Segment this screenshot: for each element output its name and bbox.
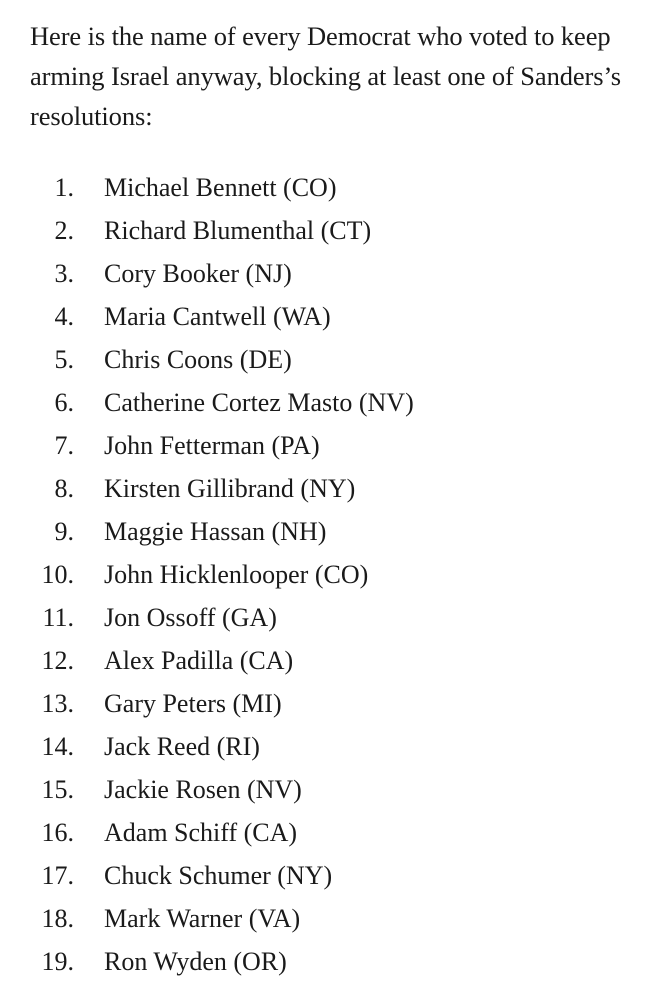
list-item bbox=[30, 510, 622, 553]
list-item bbox=[30, 725, 622, 768]
list-item bbox=[30, 467, 622, 510]
list-item-number: 8. bbox=[54, 474, 74, 503]
list-item-number: 12. bbox=[41, 646, 74, 675]
list-item-number: 19. bbox=[41, 947, 74, 976]
list-item-name: Mark Warner (VA) bbox=[104, 904, 301, 933]
list-item-number: 13. bbox=[41, 689, 74, 718]
list-item bbox=[30, 338, 622, 381]
list-item-name: Jon Ossoff (GA) bbox=[104, 603, 277, 632]
list-item-number: 17. bbox=[41, 861, 74, 890]
list-item bbox=[30, 639, 622, 682]
list-item-name: John Hicklenlooper (CO) bbox=[104, 560, 369, 589]
list-item-number: 6. bbox=[54, 388, 74, 417]
list-item-name: Maggie Hassan (NH) bbox=[104, 517, 327, 546]
list-item-name: Kirsten Gillibrand (NY) bbox=[104, 474, 356, 503]
list-item-number: 18. bbox=[41, 904, 74, 933]
senator-list bbox=[30, 166, 622, 983]
list-item-number: 5. bbox=[54, 345, 74, 374]
list-item bbox=[30, 209, 622, 252]
list-item bbox=[30, 295, 622, 338]
list-item-number: 4. bbox=[54, 302, 74, 331]
list-item bbox=[30, 811, 622, 854]
list-item-name: Ron Wyden (OR) bbox=[104, 947, 287, 976]
list-item bbox=[30, 596, 622, 639]
list-item bbox=[30, 381, 622, 424]
list-item bbox=[30, 553, 622, 596]
list-item bbox=[30, 768, 622, 811]
list-item-name: Adam Schiff (CA) bbox=[104, 818, 298, 847]
list-item-number: 9. bbox=[54, 517, 74, 546]
list-item-number: 2. bbox=[54, 216, 74, 245]
list-item-number: 15. bbox=[41, 775, 74, 804]
list-item-name: Cory Booker (NJ) bbox=[104, 259, 292, 288]
list-item bbox=[30, 682, 622, 725]
list-item-number: 10. bbox=[41, 560, 74, 589]
list-item-name: Jack Reed (RI) bbox=[104, 732, 260, 761]
list-item-name: John Fetterman (PA) bbox=[104, 431, 320, 460]
list-item bbox=[30, 252, 622, 295]
list-item-number: 11. bbox=[42, 603, 74, 632]
list-item-name: Alex Padilla (CA) bbox=[104, 646, 294, 675]
list-item bbox=[30, 424, 622, 467]
list-item-name: Maria Cantwell (WA) bbox=[104, 302, 331, 331]
list-item bbox=[30, 854, 622, 897]
list-item-number: 7. bbox=[54, 431, 74, 460]
list-item-number: 3. bbox=[54, 259, 74, 288]
list-item-number: 14. bbox=[41, 732, 74, 761]
list-item-name: Catherine Cortez Masto (NV) bbox=[104, 388, 414, 417]
list-item bbox=[30, 166, 622, 209]
list-item-name: Richard Blumenthal (CT) bbox=[104, 216, 372, 245]
intro-paragraph: Here is the name of every Democrat who voted to keep arming Israel anyway, blocking at least one of Sanders’s resolutions: bbox=[30, 21, 621, 131]
list-item bbox=[30, 940, 622, 983]
list-item-name: Jackie Rosen (NV) bbox=[104, 775, 302, 804]
list-item-name: Gary Peters (MI) bbox=[104, 689, 282, 718]
list-item-number: 1. bbox=[54, 173, 74, 202]
list-item-name: Chuck Schumer (NY) bbox=[104, 861, 333, 890]
list-item bbox=[30, 897, 622, 940]
list-item-name: Michael Bennett (CO) bbox=[104, 173, 337, 202]
list-item-number: 16. bbox=[41, 818, 74, 847]
list-item-name: Chris Coons (DE) bbox=[104, 345, 292, 374]
